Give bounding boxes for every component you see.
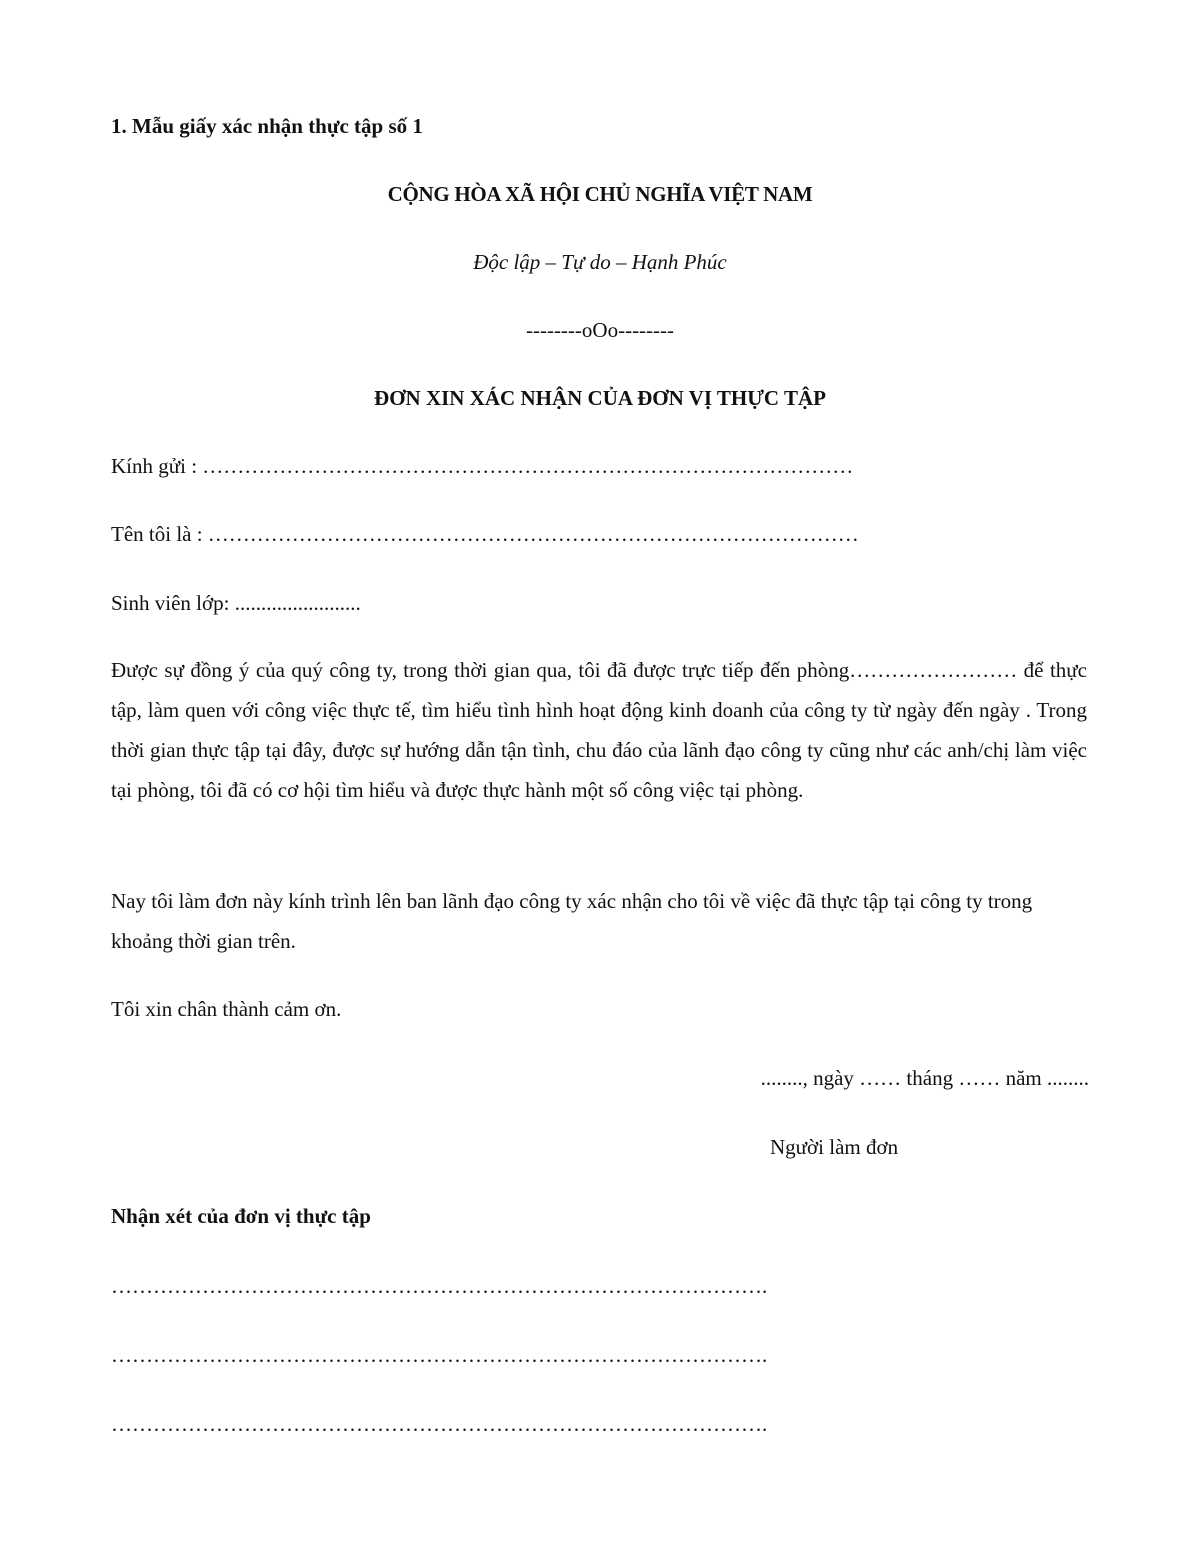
body-paragraph-2: Nay tôi làm đơn này kính trình lên ban lãnh đạo công ty xác nhận cho tôi về việc đã thực tập tại công ty trong khoảng thời gian trên. bbox=[111, 889, 1033, 953]
separator: --------oOo-------- bbox=[525, 318, 675, 342]
comment-line: …………………………………………………………………………………. bbox=[111, 1274, 768, 1298]
section-heading: 1. Mẫu giấy xác nhận thực tập số 1 bbox=[111, 114, 423, 138]
body-paragraph-1: Được sự đồng ý của quý công ty, trong thời gian qua, tôi đã được trực tiếp đến phòng…………………… để thực tập, làm quen với công việc thực tế, tìm hiểu tình hình hoạt động kinh doanh của công ty từ ngày đến ngày . Trong thời gian thực tập tại đây, được sự hướng dẫn tận tình, chu đáo của lãnh đạo công ty cũng như các anh/chị làm việc tại phòng, tôi đã có cơ hội tìm hiểu và được thực hành một số công việc tại phòng. bbox=[111, 658, 1087, 802]
class-field: Sinh viên lớp: ........................ bbox=[111, 591, 361, 615]
form-title: ĐƠN XIN XÁC NHẬN CỦA ĐƠN VỊ THỰC TẬP bbox=[374, 386, 826, 410]
signer-label: Người làm đơn bbox=[770, 1135, 899, 1159]
thanks-line: Tôi xin chân thành cảm ơn. bbox=[111, 997, 342, 1021]
nation-title: CỘNG HÒA XÃ HỘI CHỦ NGHĨA VIỆT NAM bbox=[387, 182, 813, 206]
comment-line: …………………………………………………………………………………. bbox=[111, 1412, 768, 1436]
comment-heading: Nhận xét của đơn vị thực tập bbox=[111, 1204, 371, 1228]
recipient-field: Kính gửi : ………………………………………………………………………………… bbox=[111, 454, 854, 478]
date-line: ........, ngày …… tháng …… năm ........ bbox=[760, 1066, 1089, 1090]
national-motto: Độc lập – Tự do – Hạnh Phúc bbox=[473, 250, 727, 274]
name-field: Tên tôi là : ………………………………………………………………………………… bbox=[111, 522, 859, 546]
comment-line: …………………………………………………………………………………. bbox=[111, 1343, 768, 1367]
